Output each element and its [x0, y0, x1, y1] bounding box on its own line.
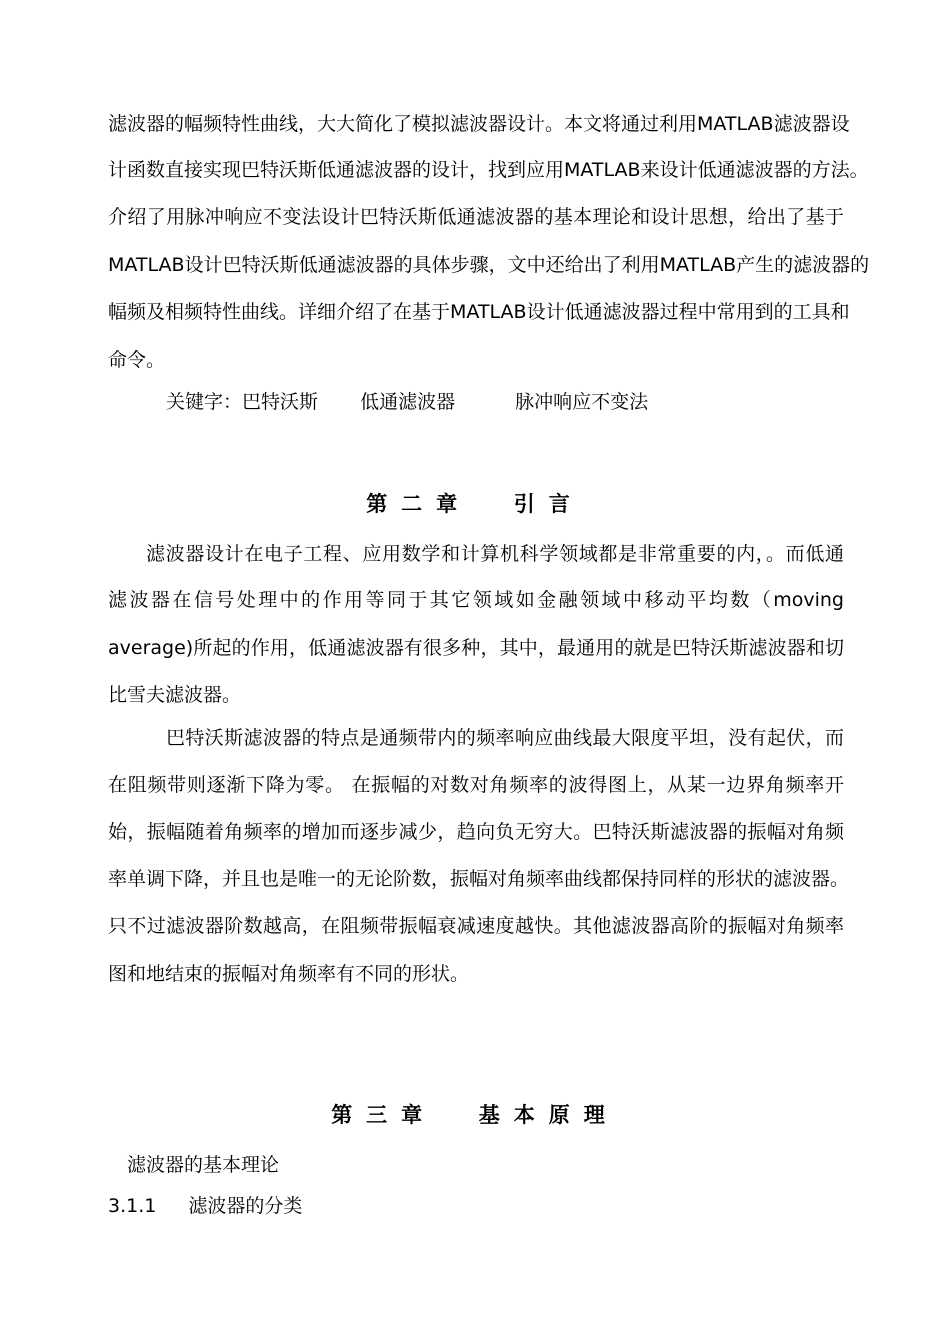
section-number: 3.1.1 [108, 1195, 157, 1217]
section-3-1-1 [108, 1193, 302, 1219]
abstract-line-4: MATLAB设计巴特沃斯低通滤波器的具体步骤，文中还给出了利用MATLAB产生的滤波器的 [108, 254, 870, 276]
ch2-p1-line-3: average)所起的作用，低通滤波器有很多种，其中，最通用的就是巴特沃斯滤波器和切 [108, 637, 844, 659]
chapter-3-title: 第三章 基本原理 [331, 1103, 619, 1127]
ch2-p2-line-1: 巴特沃斯滤波器的特点是通频带内的频率响应曲线最大限度平坦，没有起伏，而 [166, 727, 844, 749]
abstract-line-2: 计函数直接实现巴特沃斯低通滤波器的设计，找到应用MATLAB来设计低通滤波器的方法。 [108, 159, 869, 181]
ch2-p1-line-4: 比雪夫滤波器。 [108, 684, 242, 706]
abstract-line-1: 滤波器的幅频特性曲线，大大简化了模拟滤波器设计。本文将通过利用MATLAB滤波器设 [108, 113, 850, 135]
chapter-2-title: 第二章 引言 [366, 492, 584, 516]
abstract-line-6: 命令。 [108, 349, 166, 371]
ch2-p2-line-3: 始，振幅随着角频率的增加而逐步减少，趋向负无穷大。巴特沃斯滤波器的振幅对角频 [108, 821, 844, 843]
ch2-p2-line-5: 只不过滤波器阶数越高，在阻频带振幅衰减速度越快。其他滤波器高阶的振幅对角频率 [108, 915, 844, 937]
keyword-2: 低通滤波器 [360, 391, 456, 413]
keywords-row [166, 389, 648, 415]
ch3-subheading: 滤波器的基本理论 [127, 1154, 280, 1176]
ch2-p2-line-4: 率单调下降，并且也是唯一的无论阶数，振幅对角频率曲线都保持同样的形状的滤波器。 [108, 868, 850, 890]
keyword-3: 脉冲响应不变法 [515, 391, 649, 413]
ch2-p1-line-2: 滤波器在信号处理中的作用等同于其它领域如金融领域中移动平均数（moving [108, 589, 844, 611]
keywords-label: 关键字： [166, 391, 243, 413]
ch2-p2-line-2: 在阻频带则逐渐下降为零。 在振幅的对数对角频率的波得图上，从某一边界角频率开 [108, 774, 844, 796]
ch2-p1-line-1: 滤波器设计在电子工程、应用数学和计算机科学领域都是非常重要的内，。而低通 [146, 543, 844, 565]
keyword-1: 巴特沃斯 [242, 391, 319, 413]
abstract-line-5: 幅频及相频特性曲线。详细介绍了在基于MATLAB设计低通滤波器过程中常用到的工具和 [108, 301, 850, 323]
abstract-line-3: 介绍了用脉冲响应不变法设计巴特沃斯低通滤波器的基本理论和设计思想，给出了基于 [108, 206, 844, 228]
ch2-p2-line-6: 图和地结束的振幅对角频率有不同的形状。 [108, 963, 470, 985]
section-title: 滤波器的分类 [188, 1195, 303, 1217]
